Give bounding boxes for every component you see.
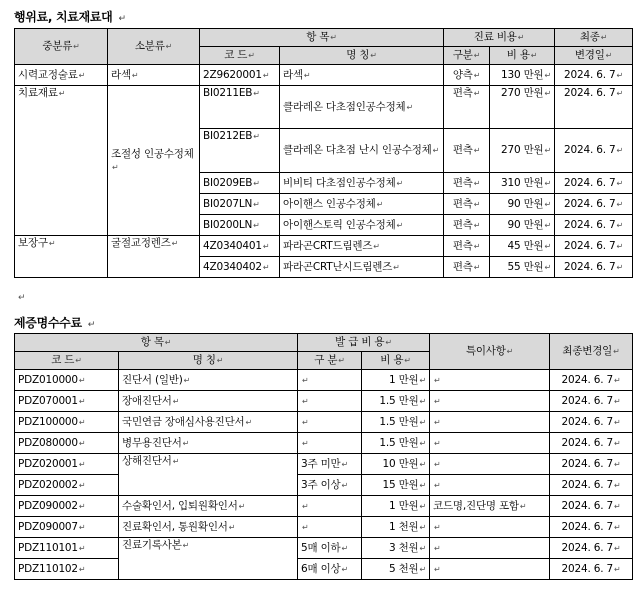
code-cell: PDZ010000 ↵ <box>15 370 119 391</box>
code-cell: 2Z9620001 ↵ <box>200 65 280 86</box>
name-cell: 장애진단서 ↵ <box>119 391 298 412</box>
code-cell: PDZ070001 ↵ <box>15 391 119 412</box>
code-cell: BI0212EB ↵ <box>200 129 280 173</box>
note-cell <box>430 538 550 559</box>
code-cell: BI0211EB ↵ <box>200 86 280 129</box>
type-cell <box>298 391 362 412</box>
header-sub-category: 소분류 ↵ <box>108 29 200 65</box>
cost-cell: 90 만원 ↵ <box>490 194 555 215</box>
code-cell: PDZ100000 ↵ <box>15 412 119 433</box>
header-name: 명 칭 ↵ <box>280 47 444 65</box>
note-cell <box>430 517 550 538</box>
code-cell: 4Z0340401 ↵ <box>200 236 280 257</box>
cost-cell: 10 만원 ↵ <box>362 454 430 475</box>
table-row <box>15 475 633 496</box>
paragraph-mark-icon: ↵ <box>87 320 96 330</box>
name-cell: 파라곤CRT난시드림렌즈 ↵ <box>280 257 444 278</box>
header-type: 구 분 ↵ <box>298 352 362 370</box>
cost-cell: 1.5 만원 ↵ <box>362 433 430 454</box>
table-row <box>15 391 633 412</box>
code-cell: BI0207LN ↵ <box>200 194 280 215</box>
name-cell: 국민연금 장애심사용진단서 ↵ <box>119 412 298 433</box>
sub-category-cell: 조절성 인공수정체 ↵ <box>108 86 200 236</box>
type-cell: 3주 이상 ↵ <box>298 475 362 496</box>
table-row <box>15 433 633 454</box>
code-cell: PDZ090007 ↵ <box>15 517 119 538</box>
table-row <box>15 538 633 559</box>
table-row <box>15 454 633 475</box>
name-cell: 파라곤CRT드림렌즈 ↵ <box>280 236 444 257</box>
type-cell: 편측 ↵ <box>444 236 490 257</box>
date-cell: 2024. 6. 7 ↵ <box>555 65 633 86</box>
note-cell <box>430 391 550 412</box>
name-cell: 상해진단서 ↵ <box>119 454 298 496</box>
treatment-fee-table <box>14 28 633 278</box>
type-cell <box>298 433 362 454</box>
sub-category-cell: 라섹 ↵ <box>108 65 200 86</box>
type-cell: 편측 ↵ <box>444 129 490 173</box>
table-row <box>15 236 633 257</box>
type-cell <box>298 370 362 391</box>
section1-title-text: 행위료, 치료재료대 <box>14 10 113 24</box>
type-cell <box>298 496 362 517</box>
header-fee: 발 급 비 용 ↵ <box>298 334 430 352</box>
date-cell: 2024. 6. 7 ↵ <box>555 215 633 236</box>
code-cell: PDZ110101 ↵ <box>15 538 119 559</box>
type-cell: 편측 ↵ <box>444 194 490 215</box>
header-type: 구분 ↵ <box>444 47 490 65</box>
header-fee: 진료 비용 ↵ <box>444 29 555 47</box>
header-mid-category: 중분류 ↵ <box>15 29 108 65</box>
type-cell: 3주 미만 ↵ <box>298 454 362 475</box>
date-cell: 2024. 6. 7 ↵ <box>555 86 633 129</box>
section2-title <box>14 314 95 331</box>
cost-cell: 90 만원 ↵ <box>490 215 555 236</box>
cost-cell: 5 천원 ↵ <box>362 559 430 580</box>
cost-cell: 55 만원 ↵ <box>490 257 555 278</box>
date-cell: 2024. 6. 7 ↵ <box>555 129 633 173</box>
header-last-changed-b: 변경일 ↵ <box>555 47 633 65</box>
note-cell <box>430 370 550 391</box>
table-row <box>15 370 633 391</box>
type-cell: 양측 ↵ <box>444 65 490 86</box>
name-cell: 아이핸스 인공수정체 ↵ <box>280 194 444 215</box>
cost-cell: 1 만원 ↵ <box>362 496 430 517</box>
type-cell: 편측 ↵ <box>444 215 490 236</box>
name-cell: 진료기록사본 ↵ <box>119 538 298 580</box>
note-cell <box>430 412 550 433</box>
name-cell: 진료확인서, 통원확인서 ↵ <box>119 517 298 538</box>
code-cell: PDZ020002 ↵ <box>15 475 119 496</box>
code-cell: BI0209EB ↵ <box>200 173 280 194</box>
section2-title-text: 제증명수수료 <box>14 316 82 330</box>
cost-cell: 1 천원 ↵ <box>362 517 430 538</box>
note-cell: 코드명,진단명 포함 ↵ <box>430 496 550 517</box>
header-item: 항 목 ↵ <box>200 29 444 47</box>
date-cell: 2024. 6. 7 ↵ <box>550 517 633 538</box>
cost-cell: 45 만원 ↵ <box>490 236 555 257</box>
section1-title <box>14 8 126 25</box>
table-row <box>15 65 633 86</box>
date-cell: 2024. 6. 7 ↵ <box>550 538 633 559</box>
type-cell <box>298 412 362 433</box>
type-cell <box>298 517 362 538</box>
cost-cell: 1 만원 ↵ <box>362 370 430 391</box>
date-cell: 2024. 6. 7 ↵ <box>555 173 633 194</box>
table-row <box>15 559 633 580</box>
name-cell: 비비티 다초점인공수정체 ↵ <box>280 173 444 194</box>
paragraph-mark-icon: ↵ <box>118 14 126 24</box>
code-cell: PDZ090002 ↵ <box>15 496 119 517</box>
note-cell <box>430 454 550 475</box>
date-cell: 2024. 6. 7 ↵ <box>550 370 633 391</box>
table-row <box>15 86 633 129</box>
date-cell: 2024. 6. 7 ↵ <box>550 433 633 454</box>
type-cell: 편측 ↵ <box>444 257 490 278</box>
header-code: 코 드 ↵ <box>15 352 119 370</box>
header-last-changed-a: 최종 ↵ <box>555 29 633 47</box>
code-cell: PDZ020001 ↵ <box>15 454 119 475</box>
date-cell: 2024. 6. 7 ↵ <box>550 412 633 433</box>
header-cost: 비 용 ↵ <box>490 47 555 65</box>
date-cell: 2024. 6. 7 ↵ <box>550 475 633 496</box>
date-cell: 2024. 6. 7 ↵ <box>555 257 633 278</box>
code-cell: PDZ080000 ↵ <box>15 433 119 454</box>
name-cell: 아이핸스토릭 인공수정체 ↵ <box>280 215 444 236</box>
cost-cell: 310 만원 ↵ <box>490 173 555 194</box>
sub-category-cell: 굴절교정렌즈 ↵ <box>108 236 200 278</box>
date-cell: 2024. 6. 7 ↵ <box>550 559 633 580</box>
type-cell: 편측 ↵ <box>444 173 490 194</box>
cost-cell: 15 만원 ↵ <box>362 475 430 496</box>
type-cell: 편측 ↵ <box>444 86 490 129</box>
header-code: 코 드 ↵ <box>200 47 280 65</box>
cost-cell: 270 만원 ↵ <box>490 86 555 129</box>
cost-cell: 3 천원 ↵ <box>362 538 430 559</box>
header-note: 특이사항 ↵ <box>430 334 550 370</box>
type-cell: 6매 이상 ↵ <box>298 559 362 580</box>
cost-cell: 270 만원 ↵ <box>490 129 555 173</box>
mid-category-cell: 시력교정술료 ↵ <box>15 65 108 86</box>
header-item: 항 목 ↵ <box>15 334 298 352</box>
date-cell: 2024. 6. 7 ↵ <box>550 454 633 475</box>
date-cell: 2024. 6. 7 ↵ <box>550 391 633 412</box>
code-cell: 4Z0340402 ↵ <box>200 257 280 278</box>
cost-cell: 1.5 만원 ↵ <box>362 391 430 412</box>
header-last-changed: 최종변경일 ↵ <box>550 334 633 370</box>
table-row <box>15 517 633 538</box>
note-cell <box>430 433 550 454</box>
date-cell: 2024. 6. 7 ↵ <box>550 496 633 517</box>
mid-category-cell: 치료재료 ↵ <box>15 86 108 236</box>
code-cell: BI0200LN ↵ <box>200 215 280 236</box>
header-cost: 비 용 ↵ <box>362 352 430 370</box>
name-cell: 병무용진단서 ↵ <box>119 433 298 454</box>
table-row <box>15 496 633 517</box>
note-cell <box>430 559 550 580</box>
certificate-fee-table <box>14 333 633 580</box>
type-cell: 5매 이하 ↵ <box>298 538 362 559</box>
name-cell: 라섹 ↵ <box>280 65 444 86</box>
name-cell: 클라레온 다초점 난시 인공수정체 ↵ <box>280 129 444 173</box>
code-cell: PDZ110102 ↵ <box>15 559 119 580</box>
date-cell: 2024. 6. 7 ↵ <box>555 236 633 257</box>
mid-category-cell: 보장구 ↵ <box>15 236 108 278</box>
name-cell: 수술확인서, 입퇴원확인서 ↵ <box>119 496 298 517</box>
cost-cell: 130 만원 ↵ <box>490 65 555 86</box>
date-cell: 2024. 6. 7 ↵ <box>555 194 633 215</box>
table-row <box>15 412 633 433</box>
paragraph-mark-icon: ↵ <box>18 293 26 303</box>
note-cell <box>430 475 550 496</box>
name-cell: 진단서 (일반) ↵ <box>119 370 298 391</box>
header-name: 명 칭 ↵ <box>119 352 298 370</box>
name-cell: 클라레온 다초점인공수정체 ↵ <box>280 86 444 129</box>
cost-cell: 1.5 만원 ↵ <box>362 412 430 433</box>
